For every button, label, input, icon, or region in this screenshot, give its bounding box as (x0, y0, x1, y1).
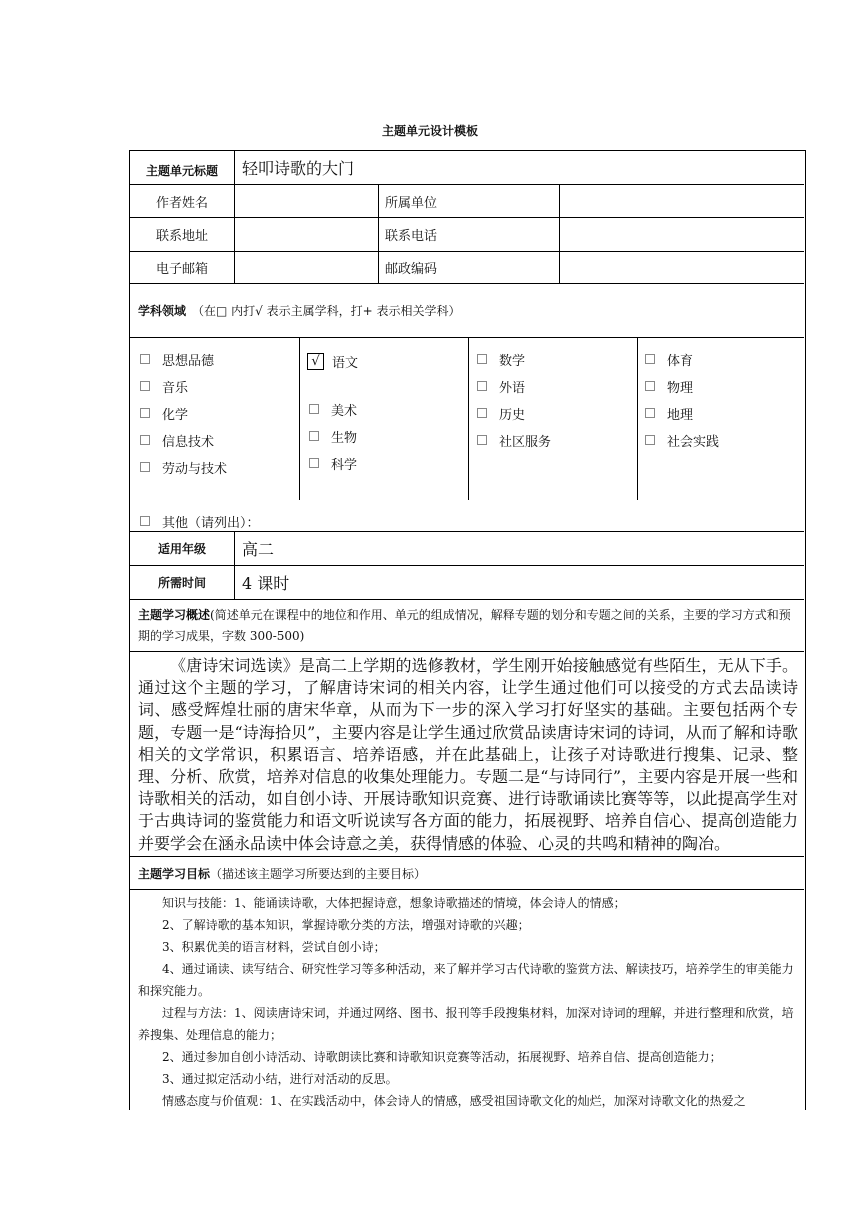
grade-label: 适用年级 (157, 542, 206, 556)
subject-checkbox-chinese[interactable] (307, 352, 358, 371)
subject-field-hint: （在□ 内打√ 表示主属学科，打+ 表示相关学科） (192, 304, 461, 318)
subject-other-label: 其他（请列出）： (162, 516, 260, 531)
overview-header (138, 605, 798, 647)
time-label: 所需时间 (157, 576, 206, 590)
checkbox-icon (140, 354, 150, 364)
subject-label: 数学 (499, 354, 526, 369)
checkmark-icon: √ (307, 353, 324, 370)
subject-column-divider (299, 337, 300, 500)
subject-label: 社会实践 (667, 435, 720, 450)
subject-checkbox-social-practice[interactable] (645, 431, 719, 450)
goal-line: 过程与方法：1、阅读唐诗宋词，并通过网络、图书、报刊等手段搜集材料，加深对诗词的理解，并进行整理和欣赏，培养搜集、处理信息的能力； (138, 1006, 794, 1042)
author-field[interactable] (234, 185, 378, 217)
postcode-label: 邮政编码 (378, 252, 559, 283)
checkbox-icon (477, 408, 487, 418)
checkbox-icon (309, 458, 319, 468)
subject-label: 化学 (162, 408, 189, 423)
checkbox-icon (140, 435, 150, 445)
subject-label: 美术 (331, 404, 358, 419)
email-label: 电子邮箱 (155, 262, 208, 277)
goals-body[interactable] (138, 892, 798, 1112)
address-field[interactable] (234, 218, 378, 251)
checkbox-icon (140, 516, 150, 526)
goal-line: 4、通过诵读、读写结合、研究性学习等多种活动，来了解并学习古代诗歌的鉴赏方法、解读技巧，培养学生的审美能力和探究能力。 (138, 962, 794, 998)
checkbox-icon (645, 435, 655, 445)
goal-line: 3、通过拟定活动小结，进行对活动的反思。 (162, 1072, 398, 1086)
unit-design-form (129, 150, 806, 1110)
goals-label: 主题学习目标 (138, 866, 211, 881)
overview-label: 主题学习概述 (138, 608, 211, 622)
affiliation-label: 所属单位 (378, 185, 559, 217)
subject-label: 思想品德 (162, 354, 215, 369)
goals-header-row (130, 857, 804, 890)
subject-checkbox-physics[interactable] (645, 377, 693, 396)
subjects-row (130, 338, 804, 532)
subject-checkbox-labor[interactable] (140, 458, 227, 477)
goal-line: 2、了解诗歌的基本知识，掌握诗歌分类的方法，增强对诗歌的兴趣； (162, 918, 530, 932)
subject-field-header-row (130, 284, 804, 338)
subject-checkbox-music[interactable] (140, 377, 188, 396)
subject-label: 信息技术 (162, 435, 215, 450)
subject-field-label: 学科领域 (138, 304, 187, 318)
author-row (130, 185, 804, 218)
time-value[interactable]: 4 课时 (234, 566, 804, 599)
overview-header-row (130, 600, 804, 652)
subject-checkbox-ethics[interactable] (140, 350, 214, 369)
goal-line: 知识与技能：1、能诵读诗歌，大体把握诗意，想象诗歌描述的情境，体会诗人的情感； (162, 896, 626, 910)
goals-hint: （描述该主题学习所要达到的主要目标） (210, 866, 427, 881)
unit-title-row (130, 151, 804, 185)
affiliation-field[interactable] (559, 185, 804, 217)
address-label: 联系地址 (155, 229, 208, 244)
overview-body-row (130, 652, 804, 857)
time-row (130, 566, 804, 600)
subject-label: 科学 (331, 458, 358, 473)
subject-label: 劳动与技术 (162, 462, 228, 477)
subject-label: 外语 (499, 381, 526, 396)
subject-checkbox-geography[interactable] (645, 404, 693, 423)
address-row (130, 218, 804, 252)
goal-line: 3、积累优美的语言材料，尝试自创小诗； (162, 940, 386, 954)
subject-checkbox-biology[interactable] (309, 427, 357, 446)
subject-checkbox-other[interactable] (140, 512, 260, 531)
subject-column-divider (468, 337, 469, 500)
subject-checkbox-math[interactable] (477, 350, 525, 369)
subject-column-divider (637, 337, 638, 500)
subject-checkbox-art[interactable] (309, 400, 357, 419)
phone-field[interactable] (559, 218, 804, 251)
checkbox-icon (645, 381, 655, 391)
overview-hint: (简述单元在课程中的地位和作用、单元的组成情况，解释专题的划分和专题之间的关系，主要的学习方式和预期的学习成果，字数 300-500) (138, 608, 791, 643)
checkbox-icon (309, 431, 319, 441)
subject-checkbox-community-service[interactable] (477, 431, 551, 450)
grade-row (130, 532, 804, 566)
subject-label: 生物 (331, 431, 358, 446)
subject-label: 音乐 (162, 381, 189, 396)
checkbox-icon (645, 354, 655, 364)
phone-label: 联系电话 (378, 218, 559, 251)
subject-checkbox-science[interactable] (309, 454, 357, 473)
subject-checkbox-pe[interactable] (645, 350, 693, 369)
document-title: 主题单元设计模板 (381, 124, 478, 138)
overview-body[interactable]: 《唐诗宋词选读》是高二上学期的选修教材，学生刚开始接触感觉有些陌生，无从下手。通过这个主题的学习，了解唐诗宋词的相关内容，让学生通过他们可以接受的方式去品读诗词、感受辉煌壮丽的唐宋华章，从而为下一步的深入学习打好坚实的基础。主要包括两个专题，专题一是“诗海拾贝”，主要内容是让学生通过欣赏品读唐诗宋词的诗词，从而了解和诗歌相关的文学常识，积累语言、培养语感，并在此基础上，让孩子对诗歌进行搜集、记录、整理、分析、欣赏，培养对信息的收集处理能力。专题二是“与诗同行”，主要内容是开展一些和诗歌相关的活动，如自创小诗、开展诗歌知识竞赛、进行诗歌诵读比赛等等，以此提高学生对于古典诗词的鉴赏能力和语文听说读写各方面的能力，拓展视野、培养自信心、提高创造能力并要学会在涵永品读中体会诗意之美，获得情感的体验、心灵的共鸣和精神的陶冶。 (138, 656, 798, 853)
checkbox-icon (477, 381, 487, 391)
subject-checkbox-foreign-language[interactable] (477, 377, 525, 396)
unit-title-label: 主题单元标题 (145, 164, 218, 178)
subject-label: 地理 (667, 408, 694, 423)
subject-label: 社区服务 (499, 435, 552, 450)
subject-checkbox-it[interactable] (140, 431, 214, 450)
subject-label: 语文 (332, 356, 359, 371)
goals-body-row (130, 890, 804, 1111)
checkbox-icon (645, 408, 655, 418)
checkbox-icon (477, 354, 487, 364)
subject-label: 历史 (499, 408, 526, 423)
unit-title-value[interactable]: 轻叩诗歌的大门 (234, 151, 804, 184)
subject-label: 体育 (667, 354, 694, 369)
email-row (130, 252, 804, 284)
subject-checkbox-chemistry[interactable] (140, 404, 188, 423)
grade-value[interactable]: 高二 (234, 532, 804, 565)
checkbox-icon (140, 408, 150, 418)
author-label: 作者姓名 (155, 195, 208, 211)
postcode-field[interactable] (559, 252, 804, 283)
checkbox-icon (309, 404, 319, 414)
goal-line: 情感态度与价值观：1、在实践活动中，体会诗人的情感，感受祖国诗歌文化的灿烂，加深对诗歌文化的热爱之 (162, 1094, 746, 1108)
checkbox-icon (140, 462, 150, 472)
email-field[interactable] (234, 252, 378, 283)
subject-checkbox-history[interactable] (477, 404, 525, 423)
checkbox-icon (477, 435, 487, 445)
subject-label: 物理 (667, 381, 694, 396)
checkbox-icon (140, 381, 150, 391)
goal-line: 2、通过参加自创小诗活动、诗歌朗读比赛和诗歌知识竞赛等活动，拓展视野、培养自信、提高创造能力； (162, 1050, 722, 1064)
